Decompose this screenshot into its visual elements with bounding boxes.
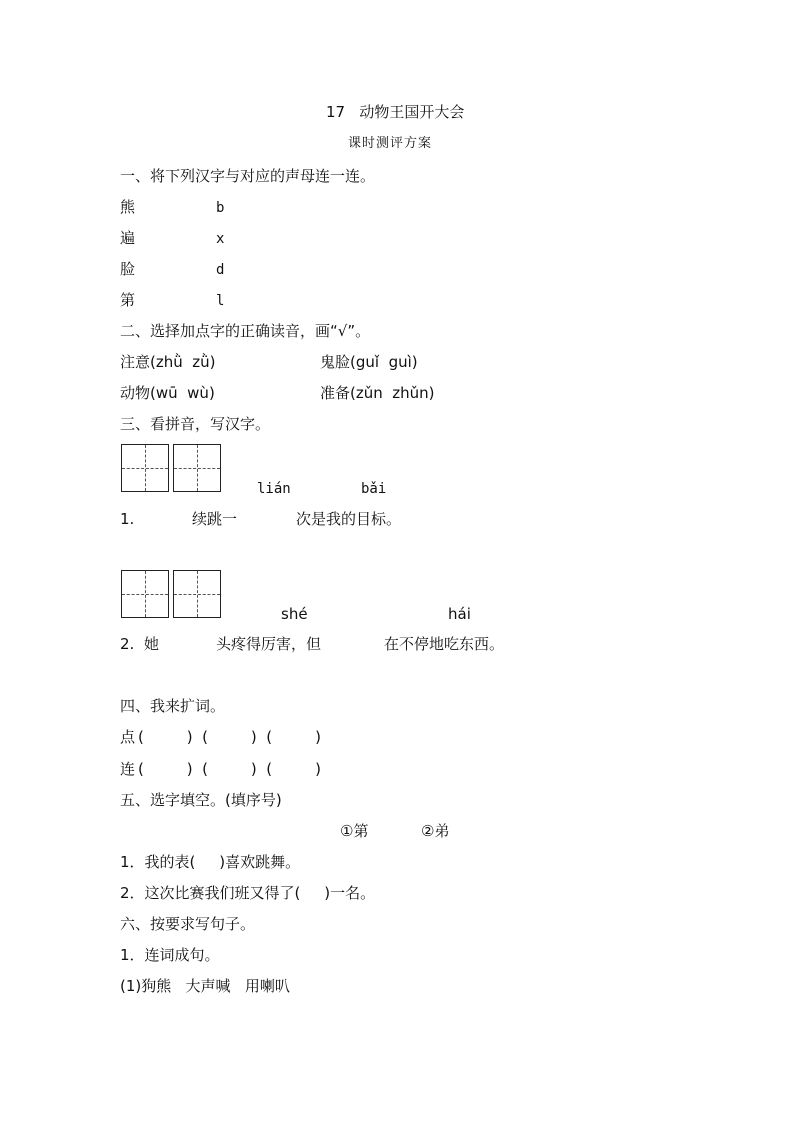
- expand-blanks-2[interactable]: ( ) ( ) ( ): [138, 760, 321, 778]
- initial-1: b: [216, 200, 225, 216]
- section-6-item1: (1)狗熊 大声喊 用喇叭: [120, 977, 290, 995]
- initial-4: l: [216, 293, 225, 309]
- reading-option-4: 准备(zǔn zhǔn): [320, 384, 435, 402]
- section-5-heading: 五、选字填空。(填序号): [120, 791, 282, 809]
- reading-option-2: 鬼脸(guǐ guì): [320, 353, 418, 371]
- pinyin-1b: bǎi: [361, 481, 387, 497]
- char-4: 第: [120, 291, 136, 309]
- q3-1-part1: 续跳一: [192, 510, 238, 528]
- q3-2-label: 2.: [120, 635, 135, 653]
- char-1: 熊: [120, 198, 136, 216]
- pinyin-2b: hái: [448, 605, 471, 623]
- expand-char-1: 点: [120, 728, 136, 746]
- initial-3: d: [216, 262, 225, 278]
- option-2: ②弟: [421, 822, 450, 840]
- expand-blanks-1[interactable]: ( ) ( ) ( ): [138, 728, 321, 746]
- writing-grid-1b: [173, 444, 221, 492]
- q3-2-part3: 在不停地吃东西。: [384, 635, 505, 653]
- option-1: ①第: [340, 822, 369, 840]
- section-1-heading: 一、将下列汉字与对应的声母连一连。: [120, 167, 376, 185]
- pinyin-1a: lián: [257, 481, 291, 497]
- reading-option-3: 动物(wū wù): [120, 384, 215, 402]
- q3-1-label: 1.: [120, 510, 135, 528]
- section-4-heading: 四、我来扩词。: [120, 697, 226, 715]
- section-6-heading: 六、按要求写句子。: [120, 915, 256, 933]
- pinyin-2a: shé: [281, 605, 308, 623]
- writing-grid-2a: [121, 570, 169, 618]
- initial-2: x: [216, 231, 225, 247]
- char-3: 脸: [120, 260, 136, 278]
- section-6-sub1: 1．连词成句。: [120, 946, 220, 964]
- q3-2-part1: 她: [144, 635, 160, 653]
- reading-option-1: 注意(zhǜ zǜ): [120, 353, 216, 371]
- char-2: 遍: [120, 229, 136, 247]
- q3-1-part2: 次是我的目标。: [296, 510, 402, 528]
- page-subtitle: 课时测评方案: [348, 136, 433, 151]
- expand-char-2: 连: [120, 760, 136, 778]
- section-3-heading: 三、看拼音，写汉字。: [120, 415, 271, 433]
- page-title: 17 动物王国开大会: [326, 103, 465, 121]
- fill-question-2: 2．这次比赛我们班又得了( )一名。: [120, 884, 376, 902]
- q3-2-part2: 头疼得厉害，但: [216, 635, 322, 653]
- section-2-heading: 二、选择加点字的正确读音，画“√”。: [120, 322, 371, 340]
- fill-question-1: 1．我的表( )喜欢跳舞。: [120, 853, 301, 871]
- writing-grid-1a: [121, 444, 169, 492]
- writing-grid-2b: [173, 570, 221, 618]
